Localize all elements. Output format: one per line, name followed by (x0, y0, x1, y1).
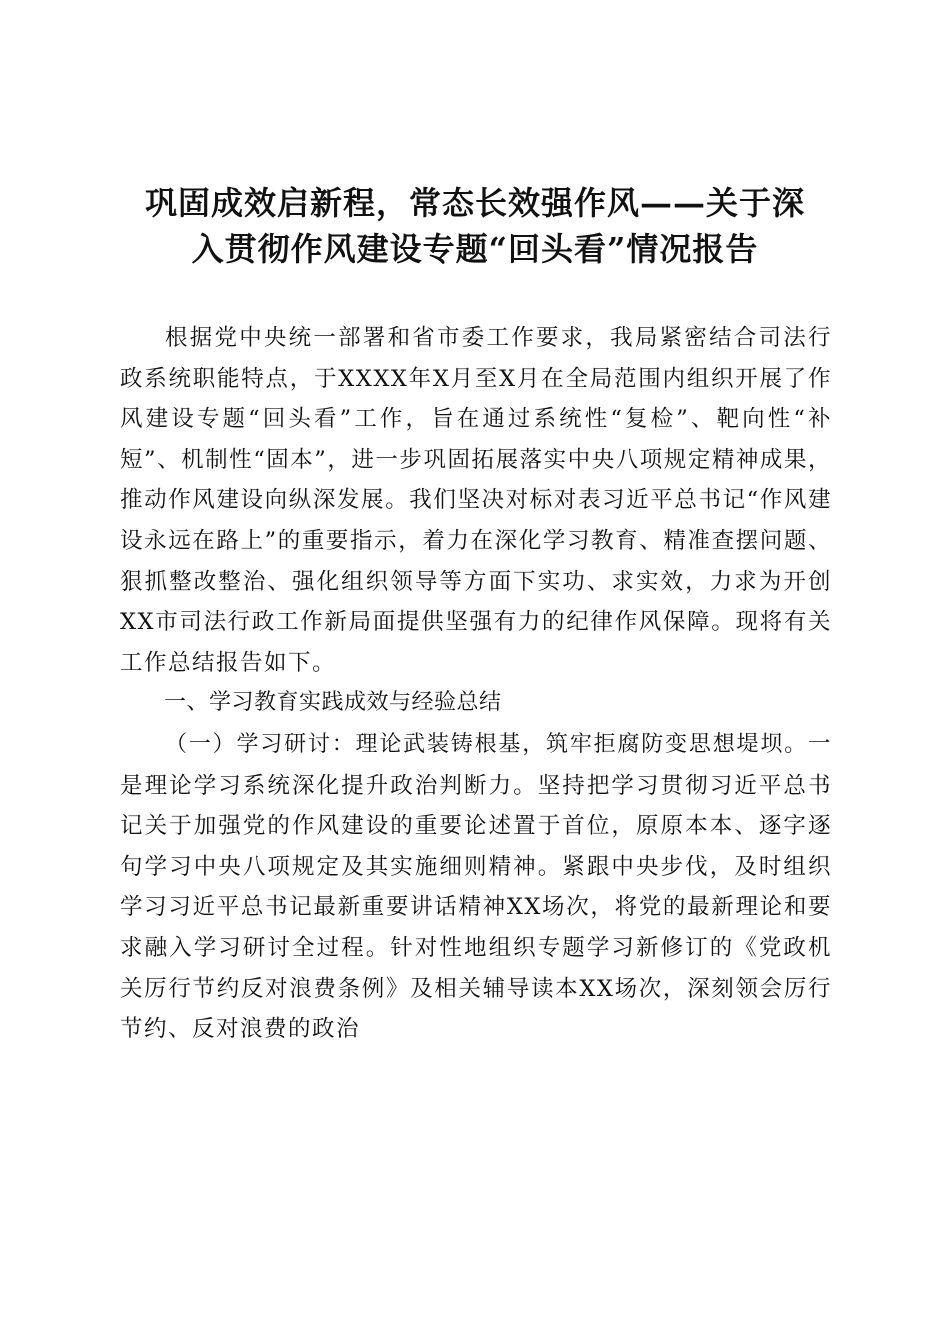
subsection-heading-1: （一）学习研讨：理论武装铸根基，筑牢拒腐防变思想堤坝。 (165, 731, 808, 757)
subsection-paragraph-1 (120, 724, 832, 1050)
intro-paragraph: 根据党中央统一部署和省市委工作要求，我局紧密结合司法行政系统职能特点，于XXXX年X月至X月在全局范围内组织开展了作风建设专题“回头看”工作，旨在通过系统性“复检”、靶向性“补短”、机制性“固本”，进一步巩固拓展落实中央八项规定精神成果，推动作风建设向纵深发展。我们坚决对标对表习近平总书记“作风建设永远在路上”的重要指示，着力在深化学习教育、精准查摆问题、狠抓整改整治、强化组织领导等方面下实功、求实效，力求为开创XX市司法行政工作新局面提供坚强有力的纪律作风保障。现将有关工作总结报告如下。 (120, 325, 832, 676)
subsection-body-1: 一是理论学习系统深化提升政治判断力。坚持把学习贯彻习近平总书记关于加强党的作风建设的重要论述置于首位，原原本本、逐字逐句学习中央八项规定及其实施细则精神。紧跟中央步伐，及时组织学习习近平总书记最新重要讲话精神XX场次，将党的最新理论和要求融入学习研讨全过程。针对性地组织专题学习新修订的《党政机关厉行节约反对浪费条例》及相关辅导读本XX场次，深刻领会厉行节约、反对浪费的政治 (120, 730, 832, 1043)
title-line-2: 入贯彻作风建设专题“回头看”情况报告 (191, 230, 759, 268)
document-body (120, 318, 832, 1050)
section-heading-1: 一、学习教育实践成效与经验总结 (164, 690, 502, 716)
document-title (110, 180, 840, 272)
title-line-1: 巩固成效启新程，常态长效强作风——关于深 (144, 184, 805, 222)
